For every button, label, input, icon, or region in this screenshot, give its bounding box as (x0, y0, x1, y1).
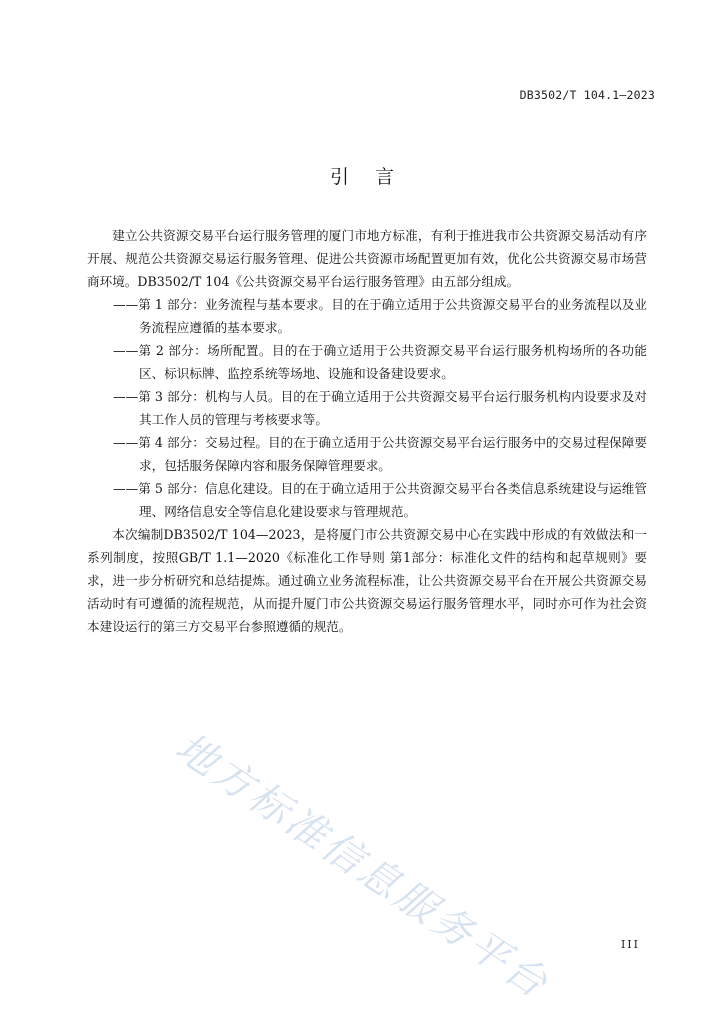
part-5-item: ——第 5 部分：信息化建设。目的在于确立适用于公共资源交易平台各类信息系统建设与运维管理、网络信息安全等信息化建设要求与管理规范。 (113, 481, 647, 519)
intro-paragraph: 建立公共资源交易平台运行服务管理的厦门市地方标准，有利于推进我市公共资源交易活动有序开展、规范公共资源交易运行服务管理、促进公共资源市场配置更加有效，优化公共资源交易市场营商环境。DB3502/T 104《公共资源交易平台运行服务管理》由五部分组成。 (87, 228, 647, 289)
part-4-item: ——第 4 部分：交易过程。目的在于确立适用于公共资源交易平台运行服务中的交易过程保障要求，包括服务保障内容和服务保障管理要求。 (113, 435, 647, 473)
standard-number-header: DB3502/T 104.1—2023 (519, 88, 655, 102)
part-2-item: ——第 2 部分：场所配置。目的在于确立适用于公共资源交易平台运行服务机构场所的各功能区、标识标牌、监控系统等场地、设施和设备建设要求。 (113, 343, 647, 381)
page-title: 引言 (329, 166, 420, 188)
part-3-item: ——第 3 部分：机构与人员。目的在于确立适用于公共资源交易平台运行服务机构内设要求及对其工作人员的管理与考核要求等。 (113, 389, 647, 427)
closing-paragraph: 本次编制DB3502/T 104—2023，是将厦门市公共资源交易中心在实践中形成的有效做法和一系列制度，按照GB/T 1.1—2020《标准化工作导则 第1部分：标准化文件的结构和起草规则》要求，进一步分析研究和总结提炼。通过确立业务流程标准，让公共资源交易平台在开展公共资源交易活动时有可遵循的流程规范，从而提升厦门市公共资源交易运行服务管理水平，同时亦可作为社会资本建设运行的第三方交易平台参照遵循的规范。 (87, 527, 647, 634)
part-1-item: ——第 1 部分：业务流程与基本要求。目的在于确立适用于公共资源交易平台的业务流程以及业务流程应遵循的基本要求。 (113, 297, 647, 335)
document-body (87, 224, 647, 638)
page-number: III (620, 938, 640, 951)
watermark: 地方标准信息服务平台 (167, 724, 558, 1009)
